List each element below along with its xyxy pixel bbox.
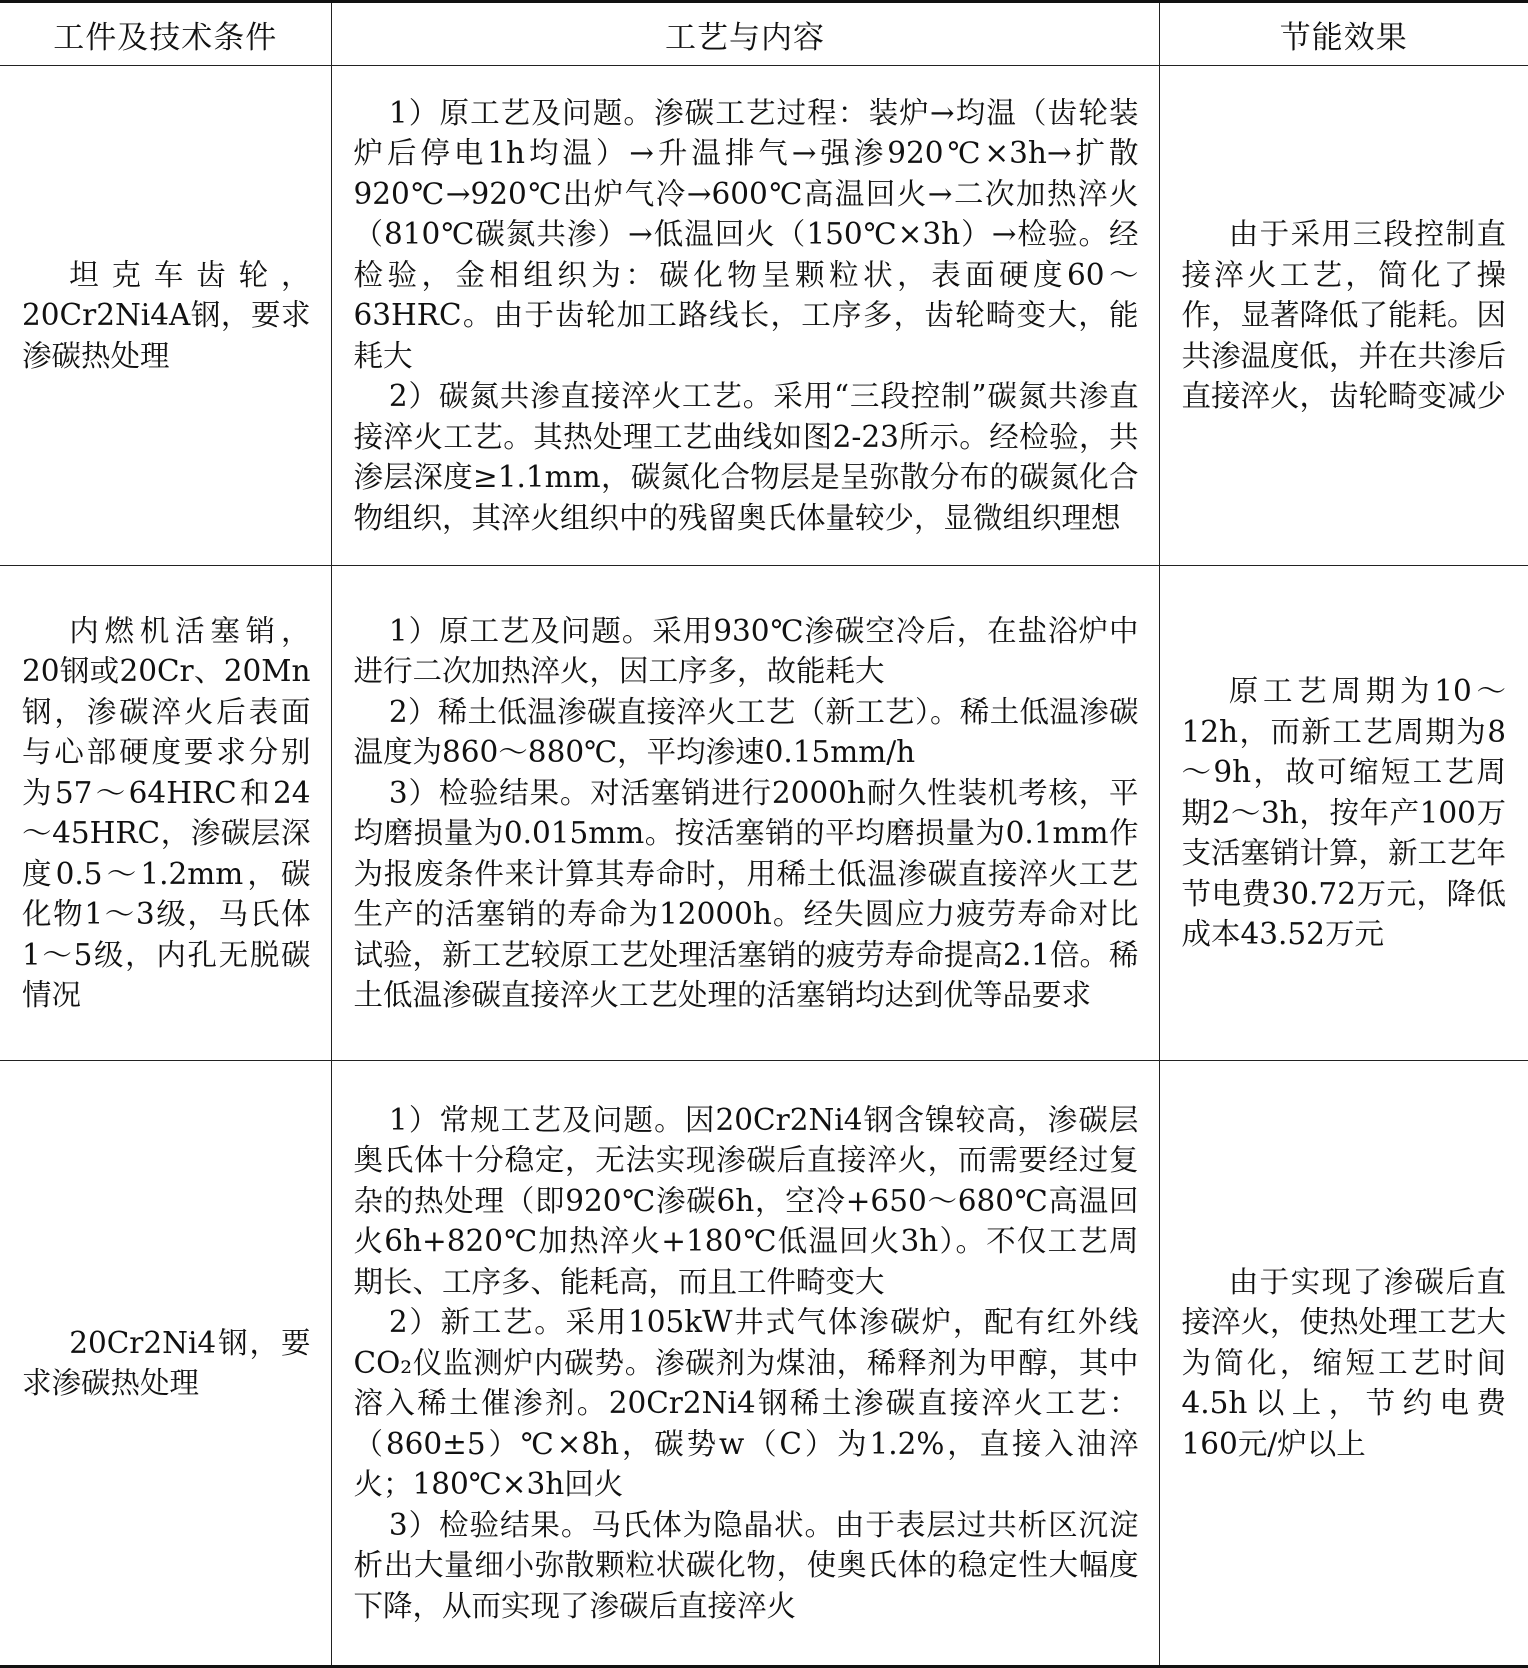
process-step: 3）检验结果。马氏体为隐晶状。由于表层过共析区沉淀析出大量细小弥散颗粒状碳化物，使奥氏体的稳定性大幅度下降，从而实现了渗碳后直接淬火 xyxy=(353,1507,1139,1623)
process-step: 1）原工艺及问题。采用930℃渗碳空冷后，在盐浴炉中进行二次加热淬火，因工序多，故能耗大 xyxy=(353,613,1139,688)
process-step: 2）新工艺。采用105kW井式气体渗碳炉，配有红外线CO₂仪监测炉内碳势。渗碳剂为煤油，稀释剂为甲醇，其中溶入稀土催渗剂。20Cr2Ni4钢稀土渗碳直接淬火工艺：（860±5）℃×8h，碳势w（C）为1.2%，直接入油淬火；180℃×3h回火 xyxy=(353,1305,1139,1502)
process-step: 1）原工艺及问题。渗碳工艺过程：装炉→均温（齿轮装炉后停电1h均温）→升温排气→强渗920℃×3h→扩散920℃→920℃出炉气冷→600℃高温回火→二次加热淬火（810℃碳氮共渗）→低温回火（150℃×3h）→检验。经检验，金相组织为：碳化物呈颗粒状，表面硬度60～63HRC。由于齿轮加工路线长，工序多，齿轮畸变大，能耗大 xyxy=(353,95,1139,373)
process-step: 1）常规工艺及问题。因20Cr2Ni4钢含镍较高，渗碳层奥氏体十分稳定，无法实现渗碳后直接淬火，而需要经过复杂的热处理（即920℃渗碳6h，空冷+650～680℃高温回火6h+820℃加热淬火+180℃低温回火3h）。不仅工艺周期长、工序多、能耗高，而且工件畸变大 xyxy=(353,1102,1139,1299)
workpiece-text: 内燃机活塞销，20钢或20Cr、20Mn钢，渗碳淬火后表面与心部硬度要求分别为57～64HRC和24～45HRC，渗碳层深度0.5～1.2mm，碳化物1～3级，马氏体1～5级，内孔无脱碳情况 xyxy=(22,613,311,1012)
effect-cell xyxy=(1159,66,1528,566)
effect-cell xyxy=(1159,1061,1528,1667)
header-effect: 节能效果 xyxy=(1159,2,1528,66)
process-step: 2）碳氮共渗直接淬火工艺。采用“三段控制”碳氮共渗直接淬火工艺。其热处理工艺曲线如图2-23所示。经检验，共渗层深度≥1.1mm，碳氮化合物层是呈弥散分布的碳氮化合物组织，其淬火组织中的残留奥氏体量较少，显微组织理想 xyxy=(353,379,1139,535)
process-cell xyxy=(331,566,1159,1061)
effect-text: 由于实现了渗碳后直接淬火，使热处理工艺大为简化，缩短工艺时间4.5h以上，节约电费160元/炉以上 xyxy=(1181,1264,1507,1461)
process-step: 3）检验结果。对活塞销进行2000h耐久性装机考核，平均磨损量为0.015mm。按活塞销的平均磨损量为0.1mm作为报废条件来计算其寿命时，用稀土低温渗碳直接淬火工艺生产的活塞销的寿命为12000h。经失圆应力疲劳寿命对比试验，新工艺较原工艺处理活塞销的疲劳寿命提高2.1倍。稀土低温渗碳直接淬火工艺处理的活塞销均达到优等品要求 xyxy=(353,775,1139,1012)
header-row xyxy=(0,2,1528,66)
process-cell xyxy=(331,66,1159,566)
effect-text: 由于采用三段控制直接淬火工艺，简化了操作，显著降低了能耗。因共渗温度低，并在共渗后直接淬火，齿轮畸变减少 xyxy=(1181,217,1507,414)
workpiece-text: 20Cr2Ni4钢，要求渗碳热处理 xyxy=(22,1325,311,1400)
effect-cell xyxy=(1159,566,1528,1061)
workpiece-cell xyxy=(0,66,331,566)
workpiece-text: 坦克车齿轮，20Cr2Ni4A钢，要求渗碳热处理 xyxy=(22,257,311,373)
header-process: 工艺与内容 xyxy=(331,2,1159,66)
table-row xyxy=(0,66,1528,566)
table-row xyxy=(0,566,1528,1061)
effect-text: 原工艺周期为10～12h，而新工艺周期为8～9h，故可缩短工艺周期2～3h，按年产100万支活塞销计算，新工艺年节电费30.72万元，降低成本43.52万元 xyxy=(1181,674,1507,952)
process-step: 2）稀土低温渗碳直接淬火工艺（新工艺）。稀土低温渗碳温度为860～880℃，平均渗速0.15mm/h xyxy=(353,694,1139,769)
workpiece-cell xyxy=(0,1061,331,1667)
header-workpiece: 工件及技术条件 xyxy=(0,2,331,66)
workpiece-cell xyxy=(0,566,331,1061)
process-cell xyxy=(331,1061,1159,1667)
table-row xyxy=(0,1061,1528,1667)
